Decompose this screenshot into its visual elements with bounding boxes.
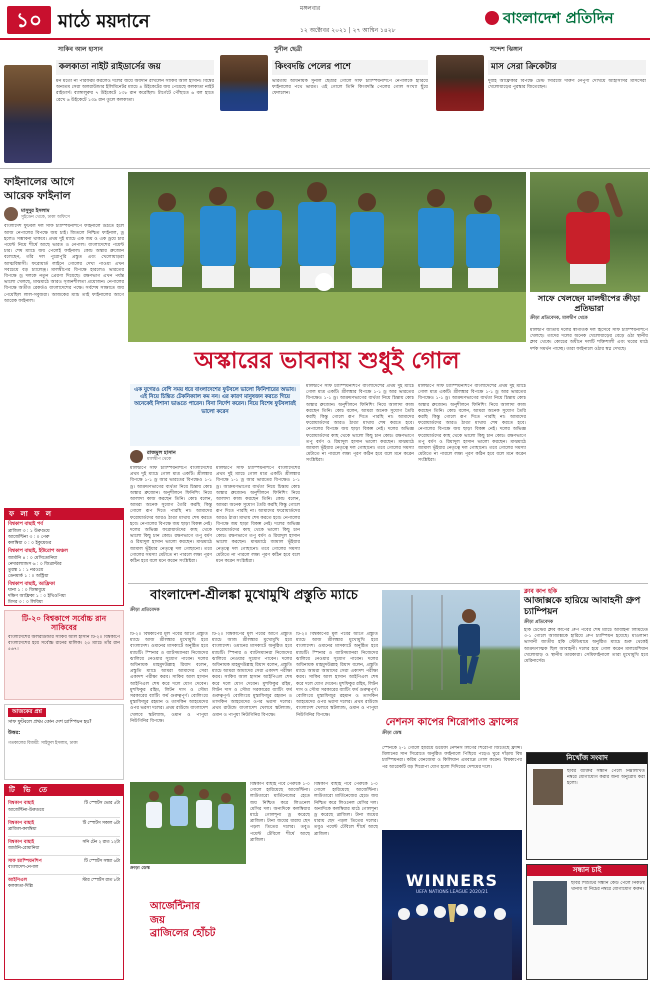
main-lead: [130, 384, 300, 446]
ad-missing-title: নিখোঁজ সংবাদ: [527, 753, 647, 764]
tv-channel: টি স্পোর্টস ভোর ৫টা: [84, 801, 120, 807]
logo-sun-icon: [485, 11, 499, 25]
argentina-title-1: আর্জেন্টিনার: [150, 901, 200, 912]
ad-missing-body: ছবির ব্যক্তির সন্ধান পেলে নিম্নলিখিত নম্বরে যোগাযোগ করার জন্য অনুরোধ করা হলো।: [567, 769, 645, 787]
date-line: ১২ অক্টোবর ২০২১ | ২৭ আশ্বিন ১৪২৮: [300, 27, 396, 34]
main-title: অস্কারের ভাবনায় শুধুই গোল: [194, 347, 460, 374]
club-cup-title: আজাক্সকে হারিয়ে আবাহনী গ্রুপ চ্যাম্পিয়ন: [524, 596, 641, 618]
divider: [128, 583, 648, 584]
card-body: মন মতো না পারফরম করলেও দলের জয়ে অবদান রাখলেন সাকিব আল হাসান। বিশ্বের অন্যতম সেরা অলরাউন্ডার ইলিমিনেটর ম্যাচে ৪ উইকেটের জয় পেয়েছে কলকাতা নাইট রাইডার্স। ব্যাঙ্গালুরুর ৭ উইকেটে ১৩৮ রান করেছিল। টার্গেটে পৌঁছাতে ৬ বল হাতে রেখে ৬ উইকেটে ১৩৯ রান তুলে কলকাতা।: [56, 79, 214, 103]
t20-title: টি-২০ বিশ্বকাপে সর্বোচ্চ রান সাকিবের: [21, 614, 107, 632]
result-group: [8, 549, 120, 580]
uefa-subbanner: UEFA NATIONS LEAGUE 2020/21: [415, 890, 489, 895]
tv-match: কলকাতা-দিল্লি: [8, 884, 33, 890]
quiz-answer-label: উত্তর:: [8, 729, 21, 736]
tv-match: বাংলাদেশ-নেপাল: [8, 865, 39, 870]
result-group: [8, 522, 120, 547]
main-body-col3: মালদ্বীপে সাফ চ্যাম্পিয়নশিপে বাংলাদেশের প্রথম দুই ম্যাচে গোল মাত্র একটি। শ্রীলঙ্কার বিপক্ষে ১-১ ড্র আর ভারতের বিপক্ষেও ১-১ ড্র। আক্রমণভাগের ব্যর্থতা নিয়ে চিন্তায় কোচ অস্কার ব্রুজোন। অনুশীলনে ফিনিশিং নিয়ে আলাদা কাজ করছেন তিনি। কোচ বলেন, আমরা অনেক সুযোগ তৈরি করছি কিন্তু গোলে রূপ দিতে পারছি না। আমাদের ফরোয়ার্ডদের আরও ঠাণ্ডা মাথায় শেষ করতে হবে। নেপালের বিপক্ষে জয় ছাড়া বিকল্প নেই। দলের অভিজ্ঞ ফরোয়ার্ডদের কাছ থেকে ভালো কিছু চান কোচ। রক্ষণভাগে তপু বর্মণ ও রিয়াদুল হাসান ভালো করছেন। মাঝমাঠে জামাল ভূঁইয়ার নেতৃত্বে দল গোছানো। তবে গোলের সমস্যা মেটাতে না পারলে লক্ষ্য পূরণ কঠিন হবে বলে মনে করেন সংশ্লিষ্টরা।: [306, 384, 414, 464]
card-body: দুবাই আফ্রিকার বিপক্ষে টেস্ট সিরিজে দারুণ নৈপুণ্য দেখিয়ে আইসিসির মাসসেরা খেলোয়াড়ের পুরস্কার জিতেছেন।: [488, 79, 646, 91]
maldives-byline: ক্রীড়া প্রতিবেদক, মালদ্বীপ থেকে: [530, 316, 588, 321]
tv-channel: স্টার স্পোর্টস রাত ৮টা: [82, 877, 120, 883]
nations-headline: [382, 716, 522, 737]
argentina-body-col2: বিশ্বকাপ বাছাই পর্বে পেরুকে ১-০ গোলে হারিয়েছে আর্জেন্টিনা। লাউতারো মার্তিনেজের হেডে জয় নিশ্চিত করে লিওনেল মেসির দল। অন্যদিকে কলম্বিয়ার মাঠে গোলশূন্য ড্র করেছে ব্রাজিল। টানা জয়ের ধারায় ছেদ পড়ল তিতের দলের। তবুও পয়েন্ট টেবিলে শীর্ষে আছে ব্রাজিল।: [314, 782, 378, 837]
page-header: [0, 0, 650, 40]
masthead-logo: বাংলাদেশ প্রতিদিন: [485, 8, 643, 34]
club-cup-byline: ক্রীড়া প্রতিবেদক: [524, 620, 553, 626]
weekday: মঙ্গলবার: [300, 5, 321, 12]
tv-box: [4, 784, 124, 980]
tv-match: ব্রাজিল-কলম্বিয়া: [8, 826, 37, 832]
top-card-jhingan: [434, 45, 648, 165]
maldives-player-photo: [530, 172, 648, 292]
cricket-headline: [130, 588, 378, 614]
section-title: মাঠে ময়দানে: [58, 11, 150, 32]
result-group: [8, 582, 120, 607]
author-role: সুইডেন থেকে, ঢাকা অফিসে: [21, 214, 70, 220]
argentina-body-col1: বিশ্বকাপ বাছাই পর্বে পেরুকে ১-০ গোলে হারিয়েছে আর্জেন্টিনা। লাউতারো মার্তিনেজের হেডে জয় নিশ্চিত করে লিওনেল মেসির দল। অন্যদিকে কলম্বিয়ার মাঠে গোলশূন্য ড্র করেছে ব্রাজিল। টানা জয়ের ধারায় ছেদ পড়ল তিতের দলের। তবুও পয়েন্ট টেবিলে শীর্ষে আছে ব্রাজিল।: [250, 782, 310, 843]
tv-event: সাফ চ্যাম্পিয়নশিপ: [8, 858, 42, 864]
result-line: কলম্বিয়া ০ : ০ ইকুয়েডর: [8, 541, 52, 547]
cricket-body-col1: টি-২০ বিশ্বকাপের মূল পর্বের আগে প্রস্তুতি ম্যাচে আজ শ্রীলঙ্কার মুখোমুখি হবে বাংলাদেশ। ওমানের মাসকাটে অনুষ্ঠিত হবে ম্যাচটি। স্পিনার ও ব্যাটসম্যানরা নিজেদের ঝালিয়ে নেওয়ার সুযোগ পাবেন। দলের অধিনায়ক মাহমুদউল্লাহ রিয়াদ বলেন, প্রস্তুতি ম্যাচে আমরা আমাদের সেরা একাদশ পরীক্ষা করব। সাকিব আল হাসান আইপিএল শেষ করে দলে যোগ দেবেন। মুশফিকুর রহিম, লিটন দাস ও সৌম্য সরকারের ব্যাটিং ফর্ম গুরুত্বপূর্ণ। বোলিংয়ে মুস্তাফিজুর রহমান ও তাসকিন আহমেদের ওপর ভরসা দলের। প্রথম রাউন্ডে বাংলাদেশ খেলবে স্কটল্যান্ড, ওমান ও পাপুয়া নিউগিনির বিপক্ষে।: [130, 632, 208, 724]
team-training-photo: [128, 172, 526, 342]
tv-row: [8, 837, 120, 856]
quiz-title: আজকের প্রশ্ন: [8, 708, 46, 717]
result-line: আর্জেন্টিনা ৩ : ০ পেরু: [8, 534, 50, 540]
players-silhouettes: [128, 172, 526, 342]
results-box: [4, 508, 124, 606]
tv-row: [8, 856, 120, 875]
quiz-note: গতকালের বিজয়ী: সাইফুল ইসলাম, ঢাকা: [8, 740, 78, 746]
name-label: সন্দেশ ঝিঙ্গান: [490, 46, 523, 53]
t20-body: বাংলাদেশের অলরাউন্ডার সাকিব আল হাসান টি-২০ বিশ্বকাপে বাংলাদেশের হয়ে সর্বোচ্চ রানের মালিক। ২৫ ম্যাচে তাঁর রান ৫৬৭।: [8, 635, 120, 653]
author-role: মালদ্বীপ থেকে: [147, 456, 172, 462]
tv-row: [8, 818, 120, 837]
tv-event: আইপিএল: [8, 877, 28, 883]
cricket-body-col2: টি-২০ বিশ্বকাপের মূল পর্বের আগে প্রস্তুতি ম্যাচে আজ শ্রীলঙ্কার মুখোমুখি হবে বাংলাদেশ। ওমানের মাসকাটে অনুষ্ঠিত হবে ম্যাচটি। স্পিনার ও ব্যাটসম্যানরা নিজেদের ঝালিয়ে নেওয়ার সুযোগ পাবেন। দলের অধিনায়ক মাহমুদউল্লাহ রিয়াদ বলেন, প্রস্তুতি ম্যাচে আমরা আমাদের সেরা একাদশ পরীক্ষা করব। সাকিব আল হাসান আইপিএল শেষ করে দলে যোগ দেবেন। মুশফিকুর রহিম, লিটন দাস ও সৌম্য সরকারের ব্যাটিং ফর্ম গুরুত্বপূর্ণ। বোলিংয়ে মুস্তাফিজুর রহমান ও তাসকিন আহমেদের ওপর ভরসা দলের। প্রথম রাউন্ডে বাংলাদেশ খেলবে স্কটল্যান্ড, ওমান ও পাপুয়া নিউগিনির বিপক্ষে।: [212, 632, 292, 718]
jhingan-photo: [436, 55, 484, 111]
argentina-title-2: জয়: [150, 914, 165, 926]
main-headline: [128, 344, 526, 380]
club-cup-headline: [524, 588, 648, 626]
maldives-body: মালদ্বীপ জাতীয় দলের স্বাগতিক দল হিসেবে সাফ চ্যাম্পিয়নশিপে খেলছে। তাদের দলের অনেক খেলোয়াড়ের বেড়ে ওঠা স্থানীয় ক্লাব থেকে। কোচের অধীনে দলটি শক্তিশালী এবং ঘরের মাঠে দর্শক সমর্থন পাচ্ছে। তারা ফাইনালে ওঠার স্বপ্ন দেখছে।: [530, 328, 648, 352]
ad-missing-photo: [533, 769, 563, 805]
result-group-title: বিশ্বকাপ বাছাই, ইউরোপ অঞ্চল: [8, 549, 68, 555]
result-line: ঘানা ১ : ০ জিম্বাবুয়ে: [8, 588, 46, 594]
result-group-title: বিশ্বকাপ বাছাই পর্ব: [8, 522, 43, 528]
argentina-title-3: ব্রাজিলের হোঁচট: [150, 928, 216, 939]
result-line: ব্রাজিল ৩ : ১ উরুগুয়ে: [8, 528, 50, 534]
maldives-caption: [530, 294, 648, 322]
tv-event: বিশ্বকাপ বাছাই: [8, 820, 35, 826]
quiz-box: [4, 704, 124, 780]
result-group-title: বিশ্বকাপ বাছাই, আফ্রিকা: [8, 581, 55, 587]
main-body-col2: মালদ্বীপে সাফ চ্যাম্পিয়নশিপে বাংলাদেশের প্রথম দুই ম্যাচে গোল মাত্র একটি। শ্রীলঙ্কার বিপক্ষে ১-১ ড্র আর ভারতের বিপক্ষেও ১-১ ড্র। আক্রমণভাগের ব্যর্থতা নিয়ে চিন্তায় কোচ অস্কার ব্রুজোন। অনুশীলনে ফিনিশিং নিয়ে আলাদা কাজ করছেন তিনি। কোচ বলেন, আমরা অনেক সুযোগ তৈরি করছি কিন্তু গোলে রূপ দিতে পারছি না। আমাদের ফরোয়ার্ডদের আরও ঠাণ্ডা মাথায় শেষ করতে হবে। নেপালের বিপক্ষে জয় ছাড়া বিকল্প নেই। দলের অভিজ্ঞ ফরোয়ার্ডদের কাছ থেকে ভালো কিছু চান কোচ। রক্ষণভাগে তপু বর্মণ ও রিয়াদুল হাসান ভালো করছেন। মাঝমাঠে জামাল ভূঁইয়ার নেতৃত্বে দল গোছানো। তবে গোলের সমস্যা মেটাতে না পারলে লক্ষ্য পূরণ কঠিন হবে বলে মনে করেন সংশ্লিষ্টরা।: [216, 466, 300, 565]
t20-box: [4, 610, 124, 700]
result-line: জার্মানি ৪ : ০ মেসিডোনিয়া: [8, 555, 58, 561]
result-line: মিসর ৩ : ০ লিবিয়া: [8, 600, 43, 606]
author-avatar: [4, 207, 18, 221]
tv-header: টি ভি তে: [5, 785, 123, 796]
ad-search-photo: [533, 881, 567, 925]
lead-text: এক যুগেরও বেশি সময় ধরে বাংলাদেশের ফুটবলে ভালো ফিনিশারের অভাব। এই নিয়ে চিন্তিত টেকনিক্যাল কম নন। এর কারণ মানুষজন করতে গিয়ে অনেকেই নিশানা ভাঙতে পারেন। বিনা নির্দেশ করেন। নিয়ে বিশেষ ফুটবলারই ভালো করেন: [134, 387, 296, 415]
left-article: [4, 175, 124, 505]
main-body-col1: মালদ্বীপে সাফ চ্যাম্পিয়নশিপে বাংলাদেশের প্রথম দুই ম্যাচে গোল মাত্র একটি। শ্রীলঙ্কার বিপক্ষে ১-১ ড্র আর ভারতের বিপক্ষেও ১-১ ড্র। আক্রমণভাগের ব্যর্থতা নিয়ে চিন্তায় কোচ অস্কার ব্রুজোন। অনুশীলনে ফিনিশিং নিয়ে আলাদা কাজ করছেন তিনি। কোচ বলেন, আমরা অনেক সুযোগ তৈরি করছি কিন্তু গোলে রূপ দিতে পারছি না। আমাদের ফরোয়ার্ডদের আরও ঠাণ্ডা মাথায় শেষ করতে হবে। নেপালের বিপক্ষে জয় ছাড়া বিকল্প নেই। দলের অভিজ্ঞ ফরোয়ার্ডদের কাছ থেকে ভালো কিছু চান কোচ। রক্ষণভাগে তপু বর্মণ ও রিয়াদুল হাসান ভালো করছেন। মাঝমাঠে জামাল ভূঁইয়ার নেতৃত্বে দল গোছানো। তবে গোলের সমস্যা মেটাতে না পারলে লক্ষ্য পূরণ কঠিন হবে বলে মনে করেন সংশ্লিষ্টরা।: [130, 466, 212, 565]
article-body: বাংলাদেশ ফুটবল দল সাফ চ্যাম্পিয়নশিপে ফাইনালে উঠতে হলে আজ নেপালের বিপক্ষে জয় চাই। জিতলে নিশ্চিত ফাইনাল, ড্র হলেও সম্ভাবনা থাকবে। প্রথম দুই ম্যাচে এক জয় ও এক ড্রয়ে চার পয়েন্ট নিয়ে শীর্ষে আছে ভারত ও নেপাল। বাংলাদেশের পয়েন্ট চার। শেষ ম্যাচে জয় পেলেই ফাইনাল। কোচ অস্কার ব্রুজোন বলেছেন, তাঁর দল পুরোপুরি প্রস্তুত এবং খেলোয়াড়রা আত্মবিশ্বাসী। ফরোয়ার্ড লাইনে গোলের দেখা পাওয়া এখন সবচেয়ে বড় চ্যালেঞ্জ। মালদ্বীপের বিপক্ষে হারলেও ভারতের বিপক্ষে ড্র দলকে নতুন প্রেরণা দিয়েছে। রক্ষণভাগ এখন পর্যন্ত ভালো খেলছে, মাঝমাঠে আরও সৃজনশীলতা প্রয়োজন। নেপালের বিপক্ষে অতীত রেকর্ডও বাংলাদেশের পক্ষে। সর্বশেষ সাক্ষাতে জয় পেয়েছিল লাল-সবুজরা। আজকের ম্যাচ তাই ফাইনালের আগে আরেক ফাইনাল।: [4, 224, 124, 304]
main-author: [130, 450, 300, 463]
cricket-practice-photo: [382, 590, 520, 700]
main-body-col4: মালদ্বীপে সাফ চ্যাম্পিয়নশিপে বাংলাদেশের প্রথম দুই ম্যাচে গোল মাত্র একটি। শ্রীলঙ্কার বিপক্ষে ১-১ ড্র আর ভারতের বিপক্ষেও ১-১ ড্র। আক্রমণভাগের ব্যর্থতা নিয়ে চিন্তায় কোচ অস্কার ব্রুজোন। অনুশীলনে ফিনিশিং নিয়ে আলাদা কাজ করছেন তিনি। কোচ বলেন, আমরা অনেক সুযোগ তৈরি করছি কিন্তু গোলে রূপ দিতে পারছি না। আমাদের ফরোয়ার্ডদের আরও ঠাণ্ডা মাথায় শেষ করতে হবে। নেপালের বিপক্ষে জয় ছাড়া বিকল্প নেই। দলের অভিজ্ঞ ফরোয়ার্ডদের কাছ থেকে ভালো কিছু চান কোচ। রক্ষণভাগে তপু বর্মণ ও রিয়াদুল হাসান ভালো করছেন। মাঝমাঠে জামাল ভূঁইয়ার নেতৃত্বে দল গোছানো। তবে গোলের সমস্যা মেটাতে না পারলে লক্ষ্য পূরণ কঠিন হবে বলে মনে করেন সংশ্লিষ্টরা।: [418, 384, 526, 464]
article-title: আরেক ফাইনাল: [4, 190, 71, 203]
divider: [0, 168, 650, 169]
name-label: সাকিব আল হাসান: [58, 46, 103, 53]
author-name: রাজমুল হাসান: [147, 450, 176, 457]
card-body: ভারতীয় অধিনায়ক সুনীল ছেত্রীর গোলে সাফ চ্যাম্পিয়নশিপে নেপালকে হারিয়ে ফাইনালের পথে ভারত। এই গোলে তিনি কিংবদন্তি পেলের গোল সংখ্যা ছুঁয়ে ফেললেন।: [272, 79, 428, 97]
name-label: সুনীল ছেত্রী: [274, 46, 303, 53]
result-line: দক্ষিণ আফ্রিকা ১ : ০ ইথিওপিয়া: [8, 594, 66, 600]
nations-byline: ক্রীড়া ডেস্ক: [382, 731, 402, 736]
france-trophy-photo: [382, 830, 522, 980]
tv-match: আর্জেন্টিনা-উরুগুয়ে: [8, 807, 45, 813]
maldives-title: সাফে খেলছেন মালদ্বীপের ক্রীড়া প্রতিভারা: [537, 294, 641, 313]
winners-banner: WINNERS: [405, 871, 499, 890]
tv-match: জার্মানি-রোমানিয়া: [8, 845, 40, 851]
argentina-headline: [150, 900, 248, 941]
card-title: মাস সেরা ক্রিকেটার: [488, 60, 646, 75]
trophy-celebration-figure: [382, 830, 522, 980]
tv-row: [8, 875, 120, 893]
club-cup-kicker: ক্লাব কাপ হকি: [524, 588, 558, 595]
nations-title: নেশনস কাপের শিরোপাও ফ্রান্সের: [385, 717, 519, 728]
cricket-player-figure: [382, 590, 520, 700]
nations-body: স্পেনকে ২-১ গোলে হারিয়ে উয়েফা নেশনস লিগের শিরোপা জিতেছে ফ্রান্স। মিলানের সান সিরোতে অনুষ্ঠিত ফাইনালে পিছিয়ে পড়েও ঘুরে দাঁড়ায় বিশ্ব চ্যাম্পিয়নরা। করিম বেনজেমা ও কিলিয়ান এমবাপ্পে গোল করেন। বিশ্বকাপের পর আরেকটি বড় শিরোপা যোগ হলো দিদিয়ের দেশমের দলে।: [382, 746, 522, 770]
card-title: কিংবদন্তি পেলের পাশে: [272, 60, 428, 75]
ad-missing: [526, 752, 648, 860]
shakib-photo: [4, 65, 52, 163]
article-kicker: ফাইনালের আগে: [4, 176, 75, 188]
tv-row: [8, 798, 120, 817]
argentina-match-photo: [130, 782, 246, 864]
ad-search-body: ছবির শিশুটির সন্ধান কেউ পেলে নিকটস্থ থানায় বা নিচের নম্বরে যোগাযোগ করুন।: [571, 881, 645, 893]
cricket-title: বাংলাদেশ-শ্রীলঙ্কা মুখোমুখি প্রস্তুতি ম্যাচে: [150, 588, 358, 603]
cricket-byline: ক্রীড়া প্রতিবেদক: [130, 608, 160, 613]
card-title: কলকাতা নাইট রাইডার্সের জয়: [56, 60, 214, 75]
author-name: মাসুদুর ইসলাম: [21, 208, 50, 214]
argentina-byline: ক্রীড়া ডেস্ক: [130, 866, 150, 871]
results-header: ফ লা ফ ল: [5, 509, 123, 520]
top-card-chhetri: [218, 45, 430, 165]
author-avatar: [130, 450, 143, 463]
argentina-players-figure: [130, 782, 246, 864]
ad-search: [526, 864, 648, 980]
cricket-body-col3: টি-২০ বিশ্বকাপের মূল পর্বের আগে প্রস্তুতি ম্যাচে আজ শ্রীলঙ্কার মুখোমুখি হবে বাংলাদেশ। ওমানের মাসকাটে অনুষ্ঠিত হবে ম্যাচটি। স্পিনার ও ব্যাটসম্যানরা নিজেদের ঝালিয়ে নেওয়ার সুযোগ পাবেন। দলের অধিনায়ক মাহমুদউল্লাহ রিয়াদ বলেন, প্রস্তুতি ম্যাচে আমরা আমাদের সেরা একাদশ পরীক্ষা করব। সাকিব আল হাসান আইপিএল শেষ করে দলে যোগ দেবেন। মুশফিকুর রহিম, লিটন দাস ও সৌম্য সরকারের ব্যাটিং ফর্ম গুরুত্বপূর্ণ। বোলিংয়ে মুস্তাফিজুর রহমান ও তাসকিন আহমেদের ওপর ভরসা দলের। প্রথম রাউন্ডে বাংলাদেশ খেলবে স্কটল্যান্ড, ওমান ও পাপুয়া নিউগিনির বিপক্ষে।: [296, 632, 378, 718]
tv-event: বিশ্বকাপ বাছাই: [8, 839, 35, 845]
top-card-shakib: [2, 45, 215, 165]
club-cup-body: হকি টেস্টের ক্লাব কাপের গ্রুপ পর্বের শেষ ম্যাচে আবাহনী লিমিটেড ৩-১ গোলে আজাক্সকে হারিয়ে গ্রুপ চ্যাম্পিয়ন হয়েছে। মাওলানা ভাসানী জাতীয় হকি স্টেডিয়ামে অনুষ্ঠিত ম্যাচে শুরু থেকেই আক্রমণাত্মক ছিল আবাহনী। দলের হয়ে গোল করেন মালয়েশিয়ান খেলোয়াড় ও স্থানীয় তারকারা। সেমিফাইনালে তারা মুখোমুখি হবে মেরিনার্সের।: [524, 628, 648, 665]
maldives-player-figure: [530, 172, 648, 292]
tv-channel: টি স্পোর্টস সন্ধ্যা ৬টা: [84, 858, 120, 864]
result-line: নেদারল্যান্ডস ৬ : ০ জিব্রাল্টার: [8, 561, 62, 567]
result-line: ডেনমার্ক ১ : ০ অস্ট্রিয়া: [8, 573, 49, 579]
tv-channel: সনি টেন ২ রাত ১২টা: [82, 839, 120, 845]
chhetri-photo: [220, 55, 268, 111]
ad-search-title: সন্ধান চাই: [527, 865, 647, 876]
tv-event: বিশ্বকাপ বাছাই: [8, 801, 35, 807]
tv-channel: টি স্পোর্টস সকাল ৬টা: [82, 820, 120, 826]
quiz-question: সাফ ফুটবলে প্রথম কোন দেশ চ্যাম্পিয়ন হয়?: [8, 720, 92, 726]
page-number-badge: ১০: [7, 6, 51, 34]
result-line: তুরস্ক ১ : ১ নরওয়ে: [8, 567, 44, 573]
